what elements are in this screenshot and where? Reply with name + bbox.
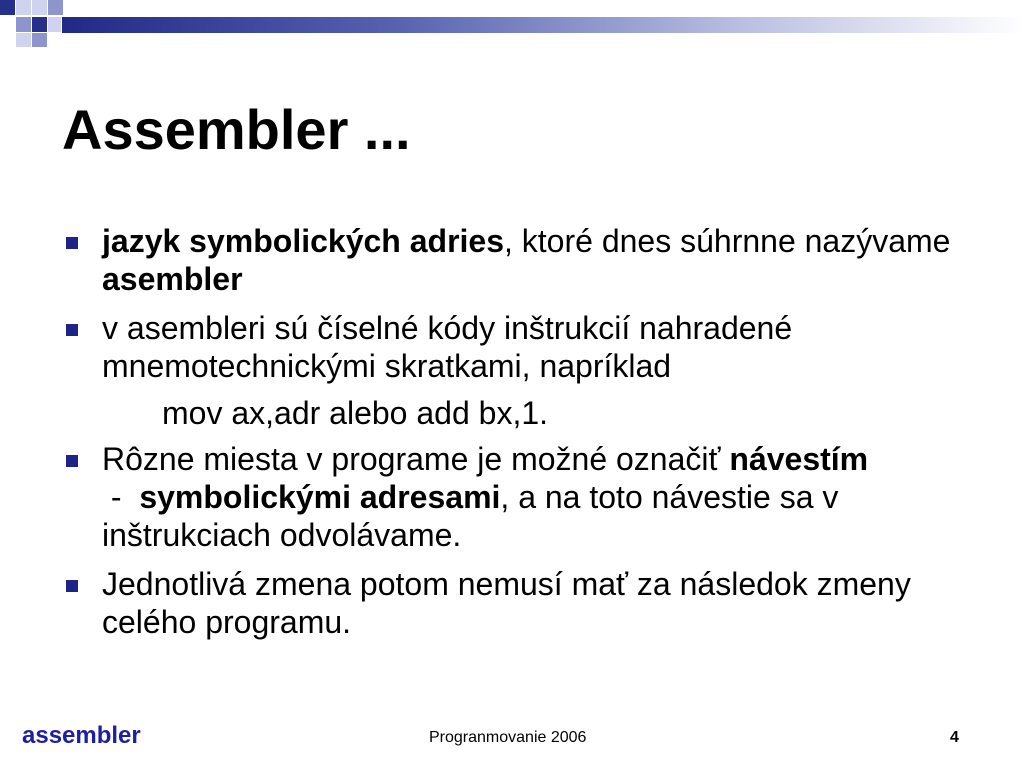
bold-text: návestím <box>729 441 869 477</box>
header-square <box>32 33 47 47</box>
text: , ktoré dnes súhrnne nazývame <box>504 223 951 259</box>
bold-text: asembler <box>102 261 243 297</box>
text: mov ax,adr alebo add bx,1. <box>162 395 549 431</box>
bullet-list <box>62 222 992 652</box>
header-square <box>48 0 63 15</box>
bullet-item <box>62 565 992 641</box>
header-square <box>16 33 31 47</box>
page-number: 4 <box>950 729 959 746</box>
text: - <box>102 479 140 515</box>
code-example-line <box>62 394 992 432</box>
header-gradient-bar <box>62 17 1024 33</box>
text: , a na toto návestie sa v inštrukciach odvolávame. <box>102 479 839 553</box>
bullet-item <box>62 222 992 298</box>
bullet-item <box>62 309 992 385</box>
footer-topic: assembler <box>22 722 141 749</box>
slide-title: Assembler ... <box>62 98 411 161</box>
header-square <box>16 17 31 32</box>
bold-text: symbolickými adresami <box>139 479 501 515</box>
square-bullet-icon <box>66 237 78 249</box>
header-square <box>48 17 61 32</box>
bold-text: jazyk symbolických adries <box>102 223 504 259</box>
header-square <box>32 17 47 32</box>
text: v asembleri sú číselné kódy inštrukcií nahradené mnemotechnickými skratkami, napríklad <box>102 310 793 384</box>
header-square <box>0 0 15 15</box>
square-bullet-icon <box>66 455 78 467</box>
bullet-item <box>62 440 992 554</box>
header-square <box>32 0 47 15</box>
text: Jednotlivá zmena potom nemusí mať za následok zmeny celého programu. <box>102 566 911 640</box>
header-square <box>16 0 31 15</box>
square-bullet-icon <box>66 580 78 592</box>
footer-course: Progranmovanie 2006 <box>429 729 587 746</box>
text: Rôzne miesta v programe je možné označiť <box>102 441 730 477</box>
square-bullet-icon <box>66 324 78 336</box>
